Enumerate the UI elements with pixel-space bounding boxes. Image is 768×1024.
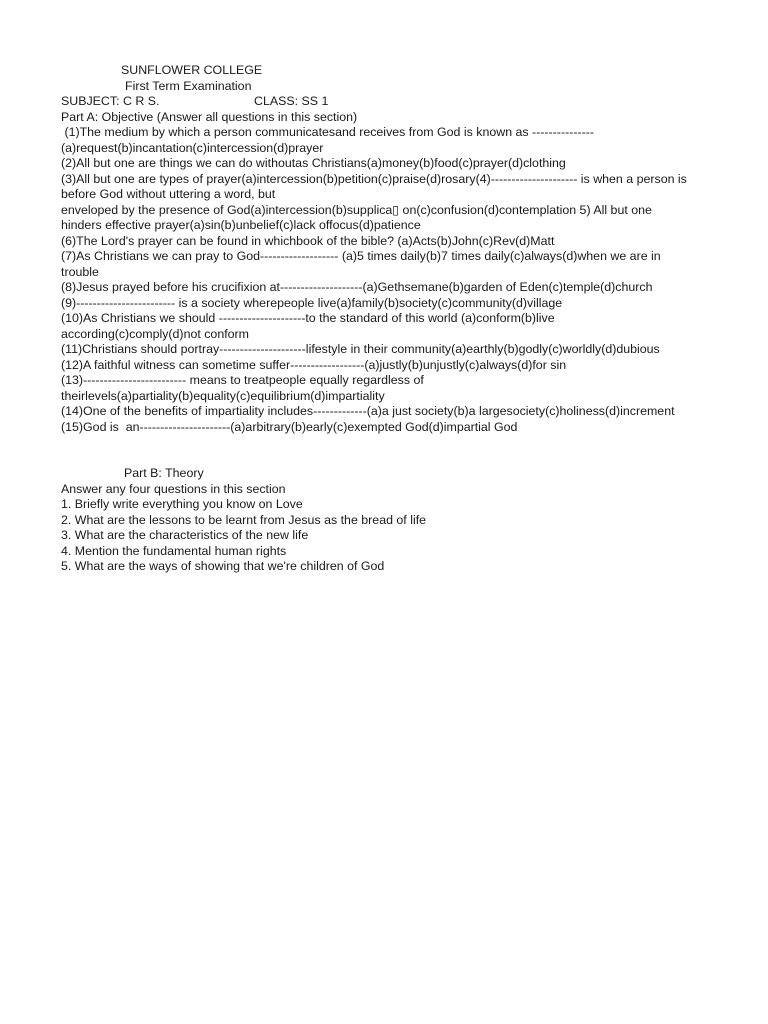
college-name: SUNFLOWER COLLEGE [121, 63, 263, 77]
part-a-title: Part A: Objective (Answer all questions in this section) [61, 109, 358, 124]
part-a-line: (7)As Christians we can pray to God------------------- (a)5 times daily(b)7 times daily(c)always(d)when we are in [61, 249, 661, 263]
class-label: CLASS: SS 1 [254, 94, 329, 108]
exam-document [61, 63, 701, 575]
part-a-line: (2)All but one are things we can do withoutas Christians(a)money(b)food(c)prayer(d)clothing [61, 156, 566, 170]
theory-question: 5. What are the ways of showing that we're children of God [61, 559, 385, 573]
part-a-line: (13)------------------------- means to treatpeople equally regardless of [61, 373, 424, 387]
part-a-line: (1)The medium by which a person communicatesand receives from God is known as --------------- [61, 125, 594, 139]
part-a-line: hinders effective prayer(a)sin(b)unbelief(c)lack offocus(d)patience [61, 218, 421, 232]
part-a-line: theirlevels(a)partiality(b)equality(c)equilibrium(d)impartiality [61, 388, 385, 403]
theory-question: 4. Mention the fundamental human rights [61, 543, 287, 558]
part-a-line: (9)------------------------ is a society wherepeople live(a)family(b)society(c)community(d)village [61, 295, 563, 310]
part-a-line: before God without uttering a word, but [61, 187, 276, 201]
part-a-line: (15)God is an----------------------(a)arbitrary(b)early(c)exempted God(d)impartial God [61, 419, 518, 434]
theory-question: 1. Briefly write everything you know on Love [61, 497, 303, 511]
theory-question: 2. What are the lessons to be learnt from Jesus as the bread of life [61, 512, 427, 527]
part-a-line: (11)Christians should portray---------------------lifestyle in their community(a)earthly(b)godly(c)worldly(d)dubious [61, 342, 660, 356]
part-b-title: Part B: Theory [124, 466, 204, 480]
exam-title: First Term Examination [125, 78, 252, 93]
subject-class-row [61, 94, 701, 110]
theory-question: 3. What are the characteristics of the new life [61, 528, 309, 542]
part-a-line: trouble [61, 264, 99, 279]
subject-label: SUBJECT: C R S. [61, 94, 160, 108]
part-a-line: (3)All but one are types of prayer(a)intercession(b)petition(c)praise(d)rosary(4)--------------------- is when a person is [61, 171, 687, 186]
part-a-line: (10)As Christians we should ---------------------to the standard of this world (a)conform(b)live [61, 311, 555, 325]
part-b-questions [61, 497, 701, 575]
part-a-line: according(c)comply(d)not conform [61, 326, 249, 341]
part-a-questions [61, 125, 701, 435]
section-spacer [61, 435, 701, 466]
part-a-line: (a)request(b)incantation(c)intercession(d)prayer [61, 140, 324, 155]
part-a-line: (12)A faithful witness can sometime suffer------------------(a)justly(b)unjustly(c)always(d)for sin [61, 357, 567, 372]
part-a-line: enveloped by the presence of God(a)intercession(b)supplica▯ on(c)confusion(d)contemplation 5) All but one [61, 202, 652, 217]
part-a-line: (6)The Lord's prayer can be found in whichbook of the bible? (a)Acts(b)John(c)Rev(d)Matt [61, 233, 555, 248]
part-a-line: (8)Jesus prayed before his crucifixion at--------------------(a)Gethsemane(b)garden of Eden(c)temple(d)church [61, 280, 653, 294]
part-a-line: (14)One of the benefits of impartiality includes-------------(a)a just society(b)a largesociety(c)holiness(d)increment [61, 404, 675, 418]
part-b-instruction: Answer any four questions in this section [61, 481, 286, 496]
